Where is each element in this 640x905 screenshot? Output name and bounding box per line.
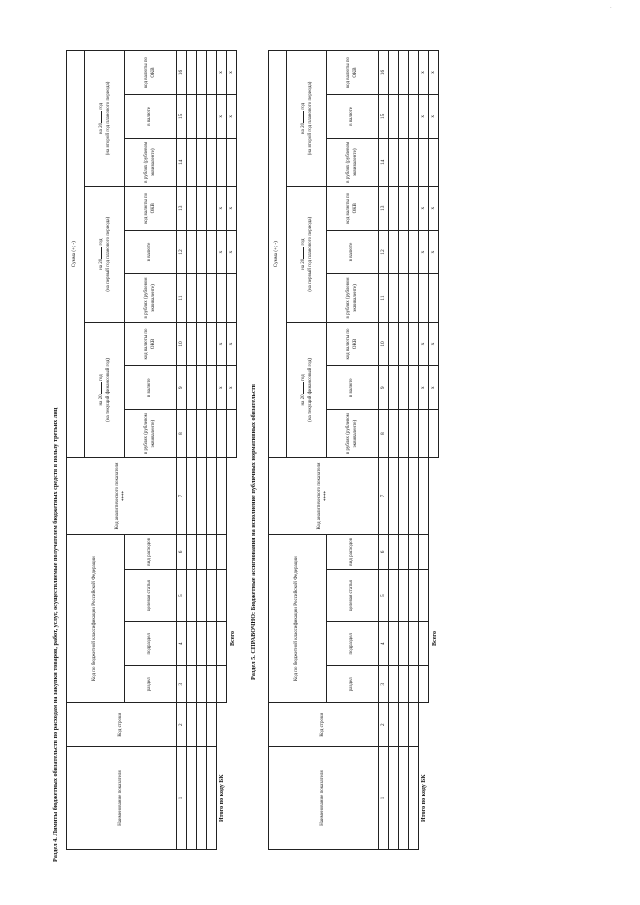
cell[interactable] <box>419 622 429 666</box>
column-number-row <box>379 51 389 850</box>
header-indicator-name: Наименование показателя <box>67 747 177 850</box>
cell[interactable] <box>187 322 197 366</box>
cell[interactable] <box>409 410 419 458</box>
current-year-note: (на текущий финансовый год) <box>105 357 111 422</box>
header-in-currency: в валюте <box>125 230 177 274</box>
cell[interactable] <box>419 666 429 703</box>
cell[interactable] <box>399 569 409 622</box>
year-prefix: на 20 <box>99 122 105 135</box>
year-suffix: год <box>99 102 105 110</box>
rotated-form-area <box>50 20 470 880</box>
column-number: 6 <box>177 534 187 569</box>
cell[interactable] <box>419 410 429 458</box>
header-analytic-code: Код аналитического показателя **** <box>67 458 177 535</box>
column-number: 4 <box>177 622 187 666</box>
cell[interactable] <box>399 366 409 410</box>
cross-mark: x <box>227 186 237 230</box>
header-in-currency: в валюте <box>125 94 177 138</box>
column-number: 15 <box>379 94 389 138</box>
header-in-rubles: в рублях (рублевом эквиваленте) <box>327 274 379 322</box>
cross-mark: x <box>217 94 227 138</box>
header-indicator-name: Наименование показателя <box>269 747 379 850</box>
cell[interactable] <box>399 230 409 274</box>
cell[interactable] <box>217 622 227 666</box>
cell[interactable] <box>419 534 429 569</box>
cell[interactable] <box>429 138 439 186</box>
column-number: 8 <box>177 410 187 458</box>
cell[interactable] <box>389 747 399 850</box>
cell[interactable] <box>217 274 227 322</box>
cell[interactable] <box>389 569 399 622</box>
cell[interactable] <box>217 666 227 703</box>
cell[interactable] <box>399 410 409 458</box>
cell[interactable] <box>429 410 439 458</box>
header-currency-code: код валюты по ОКВ <box>125 322 177 366</box>
cell[interactable] <box>399 322 409 366</box>
cell[interactable] <box>207 569 217 622</box>
cell[interactable] <box>197 51 207 95</box>
cell[interactable] <box>389 274 399 322</box>
cell[interactable] <box>187 138 197 186</box>
header-first-plan-year <box>287 186 327 322</box>
first-plan-year-note: (на первый год планового периода) <box>307 216 313 292</box>
cross-mark: x <box>419 94 429 138</box>
cross-mark: x <box>217 366 227 410</box>
cross-mark: x <box>217 322 227 366</box>
cell[interactable] <box>409 458 419 535</box>
header-currency-code: код валюты по ОКВ <box>125 186 177 230</box>
cross-mark: x <box>429 366 439 410</box>
cell[interactable] <box>409 94 419 138</box>
cell[interactable] <box>197 410 207 458</box>
header-bk-code: Код по бюджетной классификации Российской Федерации <box>269 534 327 703</box>
column-number: 7 <box>379 458 389 535</box>
column-number: 13 <box>379 186 389 230</box>
header-first-plan-year <box>85 186 125 322</box>
cross-mark: x <box>419 230 429 274</box>
cell[interactable] <box>187 747 197 850</box>
column-number: 6 <box>379 534 389 569</box>
section5-table <box>268 50 439 850</box>
cell[interactable] <box>389 458 399 535</box>
cell[interactable] <box>409 138 419 186</box>
cell[interactable] <box>409 666 419 703</box>
header-in-rubles: в рублях (рублевом эквиваленте) <box>125 410 177 458</box>
year-suffix: год <box>301 374 307 382</box>
year-suffix: год <box>301 238 307 246</box>
cell[interactable] <box>409 230 419 274</box>
column-number: 14 <box>379 138 389 186</box>
cell[interactable] <box>197 703 207 747</box>
cell[interactable] <box>399 534 409 569</box>
column-number: 5 <box>177 569 187 622</box>
cross-mark: x <box>429 51 439 95</box>
cell[interactable] <box>217 458 227 535</box>
year-suffix: год <box>301 102 307 110</box>
grand-total-row <box>429 51 439 850</box>
column-number: 16 <box>379 51 389 95</box>
cell[interactable] <box>399 666 409 703</box>
cell[interactable] <box>187 622 197 666</box>
header-in-rubles: в рублях (рублевом эквиваленте) <box>327 410 379 458</box>
cross-mark: x <box>419 51 429 95</box>
cross-mark: x <box>429 186 439 230</box>
cell[interactable] <box>187 569 197 622</box>
cell[interactable] <box>187 666 197 703</box>
cell[interactable] <box>207 186 217 230</box>
cell[interactable] <box>207 274 217 322</box>
cell[interactable] <box>197 569 207 622</box>
column-number: 1 <box>379 747 389 850</box>
header-row-code: Код строки <box>269 703 379 747</box>
cell[interactable] <box>217 138 227 186</box>
section5-title: Раздел 5. СПРАВОЧНО: Бюджетные ассигнования на исполнение публичных нормативных обязательств <box>250 384 257 680</box>
cell[interactable] <box>399 138 409 186</box>
cell[interactable] <box>217 569 227 622</box>
cell[interactable] <box>409 51 419 95</box>
cell[interactable] <box>409 622 419 666</box>
cell[interactable] <box>207 703 217 747</box>
header-in-currency: в валюте <box>125 366 177 410</box>
cell[interactable] <box>399 274 409 322</box>
header-target-item: целевая статья <box>125 569 177 622</box>
cell[interactable] <box>419 138 429 186</box>
cell[interactable] <box>207 410 217 458</box>
cell[interactable] <box>429 274 439 322</box>
column-number: 10 <box>177 322 187 366</box>
cell[interactable] <box>207 366 217 410</box>
cell[interactable] <box>419 569 429 622</box>
section5-grand-total-label: Всего <box>432 631 438 646</box>
year-prefix: на 20 <box>99 258 105 270</box>
cell[interactable] <box>399 94 409 138</box>
cell[interactable] <box>187 366 197 410</box>
year-prefix: на 20 <box>301 122 307 135</box>
column-number: 10 <box>379 322 389 366</box>
column-number: 2 <box>177 703 187 747</box>
cell[interactable] <box>197 366 207 410</box>
header-section: раздел <box>125 666 177 703</box>
section4-grand-total-label: Всего <box>230 631 236 646</box>
cell[interactable] <box>409 747 419 850</box>
cell[interactable] <box>389 410 399 458</box>
cell[interactable] <box>197 322 207 366</box>
scan-speck: ` <box>610 8 612 13</box>
column-number: 9 <box>177 366 187 410</box>
cell[interactable] <box>389 230 399 274</box>
cross-mark: x <box>429 94 439 138</box>
header-second-plan-year <box>85 51 125 187</box>
cell[interactable] <box>389 186 399 230</box>
cell[interactable] <box>207 622 217 666</box>
cell[interactable] <box>409 186 419 230</box>
cell[interactable] <box>409 569 419 622</box>
cross-mark: x <box>419 322 429 366</box>
second-plan-year-note: (на второй год планового периода) <box>307 81 313 156</box>
column-number: 11 <box>177 274 187 322</box>
table-row <box>409 51 419 850</box>
header-second-plan-year <box>287 51 327 187</box>
cell[interactable] <box>227 138 237 186</box>
cell[interactable] <box>197 138 207 186</box>
cross-mark: x <box>429 230 439 274</box>
cross-mark: x <box>217 230 227 274</box>
cell[interactable] <box>419 458 429 535</box>
cell[interactable] <box>409 534 419 569</box>
cell[interactable] <box>409 366 419 410</box>
table-row <box>399 51 409 850</box>
header-section: раздел <box>327 666 379 703</box>
cell[interactable] <box>197 622 207 666</box>
current-year-note: (на текущий финансовый год) <box>307 357 313 422</box>
cell[interactable] <box>197 94 207 138</box>
cell[interactable] <box>187 51 197 95</box>
cross-mark: x <box>227 322 237 366</box>
table-row <box>389 51 399 850</box>
column-number: 11 <box>379 274 389 322</box>
cell[interactable] <box>207 458 217 535</box>
column-number: 5 <box>379 569 389 622</box>
cell[interactable] <box>197 458 207 535</box>
cell[interactable] <box>207 666 217 703</box>
section4-table <box>66 50 237 850</box>
cell[interactable] <box>207 94 217 138</box>
cell[interactable] <box>207 747 217 850</box>
cell[interactable] <box>389 94 399 138</box>
column-number: 1 <box>177 747 187 850</box>
cell[interactable] <box>227 410 237 458</box>
cell[interactable] <box>389 138 399 186</box>
year-prefix: на 20 <box>99 394 105 406</box>
header-in-rubles: в рублях (рублевом эквиваленте) <box>327 138 379 186</box>
cell[interactable] <box>187 186 197 230</box>
cell[interactable] <box>389 666 399 703</box>
table-row <box>197 51 207 850</box>
cell[interactable] <box>217 534 227 569</box>
cell[interactable] <box>197 274 207 322</box>
cross-mark: x <box>227 94 237 138</box>
first-plan-year-note: (на первый год планового периода) <box>105 216 111 292</box>
header-amount: Сумма (+; -) <box>67 51 85 458</box>
header-amount: Сумма (+; -) <box>269 51 287 458</box>
section4-title: Раздел 4. Лимиты бюджетных обязательств по расходам на закупки товаров, работ, услуг, осуществляемые получателем бюджетных средств в пользу третьих лиц <box>52 407 59 862</box>
header-in-currency: в валюте <box>327 366 379 410</box>
cell[interactable] <box>187 274 197 322</box>
table-row <box>207 51 217 850</box>
cell[interactable] <box>389 51 399 95</box>
table-row <box>187 51 197 850</box>
header-subsection: подраздел <box>125 622 177 666</box>
column-number: 2 <box>379 703 389 747</box>
year-suffix: год <box>99 238 105 246</box>
header-subsection: подраздел <box>327 622 379 666</box>
cell[interactable] <box>197 666 207 703</box>
landscape-form <box>50 20 470 880</box>
header-current-year <box>287 322 327 458</box>
cell[interactable] <box>399 622 409 666</box>
cell[interactable] <box>409 703 419 747</box>
header-analytic-code: Код аналитического показателя **** <box>269 458 379 535</box>
cell[interactable] <box>389 622 399 666</box>
year-suffix: год <box>99 374 105 382</box>
column-number: 15 <box>177 94 187 138</box>
cell[interactable] <box>217 410 227 458</box>
cross-mark: x <box>217 51 227 95</box>
section4-total-by-bk-label: Итого по коду БК <box>219 774 225 822</box>
cross-mark: x <box>419 366 429 410</box>
column-number: 16 <box>177 51 187 95</box>
cell[interactable] <box>207 138 217 186</box>
cross-mark: x <box>217 186 227 230</box>
cell[interactable] <box>187 703 197 747</box>
second-plan-year-note: (на второй год планового периода) <box>105 81 111 156</box>
cell[interactable] <box>389 703 399 747</box>
header-in-currency: в валюте <box>327 230 379 274</box>
column-number: 8 <box>379 410 389 458</box>
header-currency-code: код валюты по ОКВ <box>327 322 379 366</box>
cell[interactable] <box>187 410 197 458</box>
cell[interactable] <box>409 274 419 322</box>
header-expense-type: вид расходов <box>327 534 379 569</box>
cell[interactable] <box>389 534 399 569</box>
column-number: 12 <box>177 230 187 274</box>
cell[interactable] <box>197 747 207 850</box>
header-currency-code: код валюты по ОКВ <box>125 51 177 95</box>
cell[interactable] <box>227 274 237 322</box>
cell[interactable] <box>187 458 197 535</box>
cross-mark: x <box>429 322 439 366</box>
cell[interactable] <box>207 51 217 95</box>
cell[interactable] <box>207 534 217 569</box>
section5-total-by-bk-label: Итого по коду БК <box>421 774 427 822</box>
header-currency-code: код валюты по ОКВ <box>327 186 379 230</box>
header-in-rubles: в рублях (рублевом эквиваленте) <box>125 274 177 322</box>
column-number: 9 <box>379 366 389 410</box>
cross-mark: x <box>227 366 237 410</box>
cell[interactable] <box>399 458 409 535</box>
year-prefix: на 20 <box>301 258 307 270</box>
cross-mark: x <box>419 186 429 230</box>
cross-mark: x <box>227 230 237 274</box>
header-expense-type: вид расходов <box>125 534 177 569</box>
cell[interactable] <box>389 366 399 410</box>
header-in-currency: в валюте <box>327 94 379 138</box>
column-number: 7 <box>177 458 187 535</box>
column-number: 3 <box>379 666 389 703</box>
column-number-row <box>177 51 187 850</box>
cell[interactable] <box>389 322 399 366</box>
cell[interactable] <box>187 94 197 138</box>
cell[interactable] <box>399 186 409 230</box>
cell[interactable] <box>399 51 409 95</box>
cell[interactable] <box>399 747 409 850</box>
header-currency-code: код валюты по ОКВ <box>327 51 379 95</box>
cell[interactable] <box>399 703 409 747</box>
cross-mark: x <box>227 51 237 95</box>
column-number: 3 <box>177 666 187 703</box>
column-number: 4 <box>379 622 389 666</box>
cell[interactable] <box>207 322 217 366</box>
cell[interactable] <box>409 322 419 366</box>
cell[interactable] <box>187 230 197 274</box>
header-current-year <box>85 322 125 458</box>
header-in-rubles: в рублях (рублевом эквиваленте) <box>125 138 177 186</box>
header-row-code: Код строки <box>67 703 177 747</box>
year-prefix: на 20 <box>301 394 307 406</box>
cell[interactable] <box>197 534 207 569</box>
total-by-bk-row <box>217 51 227 850</box>
cell[interactable] <box>187 534 197 569</box>
total-by-bk-row <box>419 51 429 850</box>
cell[interactable] <box>419 274 429 322</box>
column-number: 13 <box>177 186 187 230</box>
column-number: 14 <box>177 138 187 186</box>
header-target-item: целевая статья <box>327 569 379 622</box>
cell[interactable] <box>197 230 207 274</box>
header-bk-code: Код по бюджетной классификации Российской Федерации <box>67 534 125 703</box>
column-number: 12 <box>379 230 389 274</box>
grand-total-row <box>227 51 237 850</box>
cell[interactable] <box>207 230 217 274</box>
cell[interactable] <box>197 186 207 230</box>
